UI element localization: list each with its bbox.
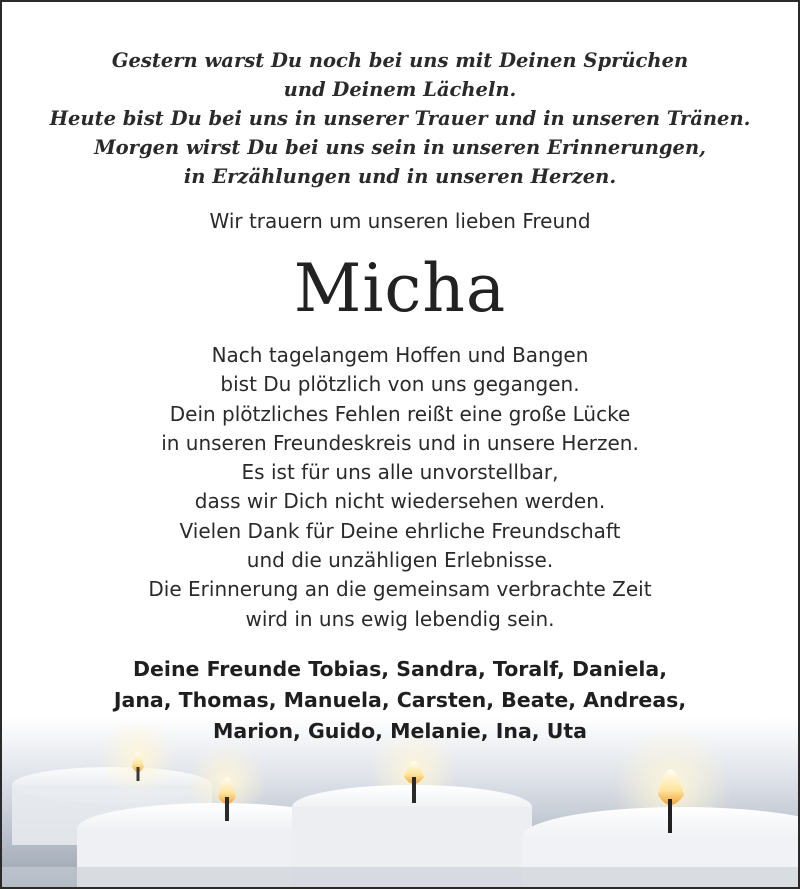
message-line: wird in uns ewig lebendig sein. <box>245 606 555 631</box>
signature-line: Marion, Guido, Melanie, Ina, Uta <box>213 718 587 743</box>
message-line: Dein plötzliches Fehlen reißt eine große Lücke <box>169 401 631 426</box>
poem-verse <box>2 46 798 191</box>
message-line: und die unzähligen Erlebnisse. <box>246 548 554 573</box>
signature-line: Deine Freunde Tobias, Sandra, Toralf, Daniela, <box>133 656 667 681</box>
message-line: Vielen Dank für Deine ehrliche Freundschaft <box>179 518 621 543</box>
message-line: dass wir Dich nicht wiedersehen werden. <box>194 489 606 514</box>
deceased-name: Micha <box>293 250 507 327</box>
intro-text: Wir trauern um unseren lieben Freund <box>209 209 591 233</box>
poem-line: in Erzählungen und in unseren Herzen. <box>183 165 617 188</box>
signature-line: Jana, Thomas, Manuela, Carsten, Beate, Andreas, <box>113 687 687 712</box>
signatures <box>2 654 798 747</box>
message-line: Nach tagelangem Hoffen und Bangen <box>211 343 589 367</box>
message-line: Es ist für uns alle unvorstellbar, <box>241 460 559 485</box>
poem-line: Heute bist Du bei uns in unserer Trauer und in unseren Tränen. <box>49 107 751 130</box>
message-line: Die Erinnerung an die gemeinsam verbrachte Zeit <box>148 577 652 602</box>
poem-line: Gestern warst Du noch bei uns mit Deinen Sprüchen <box>111 49 689 72</box>
farewell-message <box>2 341 798 634</box>
poem-line: und Deinem Lächeln. <box>283 78 517 101</box>
message-line: in unseren Freundeskreis und in unsere Herzen. <box>161 430 639 455</box>
message-line: bist Du plötzlich von uns gegangen. <box>220 372 580 397</box>
poem-line: Morgen wirst Du bei uns sein in unseren Erinnerungen, <box>94 136 706 159</box>
